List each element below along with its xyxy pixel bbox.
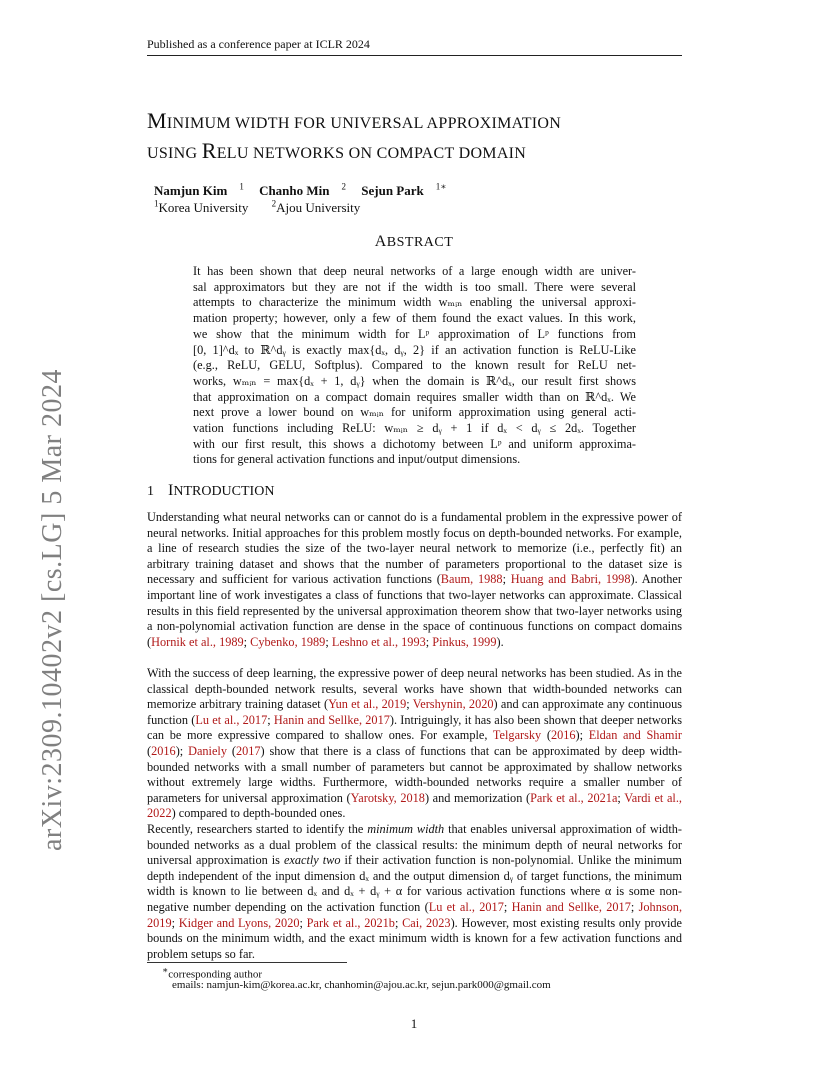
citation-link[interactable]: Yun et al., 2019: [328, 697, 407, 712]
footnote-emails: emails: namjun-kim@korea.ac.kr, chanhomin@ajou.ac.kr, sejun.park000@gmail.com: [172, 979, 551, 991]
citation-link[interactable]: Yarotsky, 2018: [350, 790, 425, 805]
authors: [154, 182, 458, 199]
paragraph-text: ;: [243, 634, 251, 649]
paragraph-text: ). Another important line of work investigates a class of functions that two-layer networks can approximate. Classical results in this field represented by the universal approximation theorem show that two-layer networks using a non-polynomial activation function are dense in the space of continuous functions on compact domains (: [147, 572, 682, 649]
paragraph-text: ;: [502, 572, 511, 587]
running-header: Published as a conference paper at ICLR 2024: [147, 37, 370, 51]
paragraph-text: ;: [299, 915, 307, 930]
paragraph-text: (: [541, 728, 551, 743]
citation-link[interactable]: Kidger and Lyons, 2020: [178, 915, 300, 930]
paragraph-text: ;: [617, 790, 625, 805]
paragraph: [147, 510, 682, 650]
citation-link[interactable]: Vershynin, 2020: [412, 697, 494, 712]
citation-link[interactable]: 2017: [235, 743, 261, 758]
affiliation: $^1$Korea University: [154, 199, 249, 216]
paragraph-text: ;: [394, 915, 403, 930]
citation-link[interactable]: Baum, 1988: [440, 572, 503, 587]
citation-link[interactable]: Johnson, 2019: [147, 899, 683, 930]
paragraph-text: ;: [171, 915, 179, 930]
paragraph-text: ).: [496, 634, 504, 649]
abstract-line: attempts to characterize the minimum width wₘᵢₙ enabling the universal approxi-: [193, 295, 636, 310]
footnote: ∗corresponding author: [162, 965, 263, 981]
abstract-heading: ABSTRACT: [374, 233, 454, 250]
abstract-line: sal approximators but they are not if the width is too small. There were several: [193, 279, 636, 294]
citation-link[interactable]: Hornik et al., 1989: [151, 634, 244, 649]
abstract-line: [0, 1]^dₓ to ℝ^dᵧ is exactly max{dₓ, dᵧ, 2} if an activation function is ReLU-Like: [193, 342, 636, 357]
paragraph: [147, 666, 682, 822]
author: Chanho Min $^2$: [259, 182, 347, 199]
citation-link[interactable]: Pinkus, 1999: [432, 634, 497, 649]
abstract-line: (e.g., ReLU, GELU, Softplus). Compared to the known result for ReLU net-: [193, 358, 636, 373]
paragraph-text: With the success of deep learning, the expressive power of deep neural networks has been studied. As in the classical depth-bounded network results, several works have shown that width-bounded networks can memorize arbitrary training dataset (: [147, 666, 682, 712]
paragraph-text: ;: [406, 697, 413, 712]
paper-title: [147, 107, 707, 167]
citation-link[interactable]: Cai, 2023: [402, 915, 451, 930]
abstract-body: [193, 264, 636, 468]
abstract-line: with our first result, this shows a dichotomy between Lᵖ and uniform approxima-: [193, 436, 636, 451]
emphasis: minimum width: [367, 822, 445, 836]
affiliations: [154, 199, 380, 216]
abstract-line: tions for general activation functions and input/output dimensions.: [193, 452, 521, 467]
paragraph-text: that enables universal approximation of width-bounded networks as a dual problem of the classical results: the minimum depth of neural networks for universal approximation is: [147, 822, 682, 868]
paragraph-text: );: [175, 743, 189, 758]
citation-link[interactable]: 2016: [151, 743, 176, 758]
arxiv-identifier: arXiv:2309.10402v2 [cs.LG] 5 Mar 2024: [37, 369, 68, 851]
title-line-1: MINIMUM WIDTH FOR UNIVERSAL APPROXIMATION: [147, 108, 562, 133]
section-heading: 1 INTRODUCTION: [147, 482, 275, 499]
paragraph-text: ). However, most existing results only provide bounds on the minimum width, and the exact minimum width is known for a few activation functions and problem setups so far.: [147, 915, 683, 961]
citation-link[interactable]: 2016: [550, 728, 576, 743]
header-rule: [147, 55, 682, 56]
abstract-line: next prove a lower bound on wₘᵢₙ for uniform approximation using general acti-: [193, 405, 636, 420]
paragraph-text: ) show that there is a class of functions that can be approximated by deep width-bounded networks with a small number of parameters but cannot be approximated by shallow networks without extremely large widths. Furthermore, width-bounded networks require a smaller number of parameters for universal approximation (: [147, 743, 683, 805]
paragraph-text: if their activation function is non-polynomial. Unlike the minimum depth independent of the input dimension dₓ and the output dimension dᵧ of target functions, the minimum width is known to lie between dₓ and dₓ + dᵧ + α for various activation functions where α is some non-negative number depending on the activation function (: [147, 853, 682, 914]
citation-link[interactable]: Lu et al., 2017: [195, 712, 268, 727]
abstract-line: vation functions including ReLU: wₘᵢₙ ≥ dᵧ + 1 if dₓ < dᵧ ≤ 2dₓ. Together: [193, 421, 636, 436]
citation-link[interactable]: Leshno et al., 1993: [331, 634, 426, 649]
affiliation: $^2$Ajou University: [271, 199, 361, 216]
citation-link[interactable]: Park et al., 2021b: [306, 915, 395, 930]
abstract-line: we show that the minimum width for Lᵖ approximation of Lᵖ functions from: [193, 326, 636, 341]
paragraph-text: ;: [503, 899, 512, 914]
citation-link[interactable]: Lu et al., 2017: [428, 899, 504, 914]
author: Namjun Kim $^1$: [154, 182, 244, 199]
title-line-2: USING RELU NETWORKS ON COMPACT DOMAIN: [147, 138, 527, 163]
citation-link[interactable]: Park et al., 2021a: [530, 790, 618, 805]
paragraph-text: ;: [425, 634, 433, 649]
paragraph-text: ) and memorization (: [424, 790, 531, 805]
abstract-line: works, wₘᵢₙ = max{dₓ + 1, dᵧ} when the domain is ℝ^dₓ, our result first shows: [193, 373, 636, 388]
paragraph-text: ;: [630, 899, 639, 914]
paragraph-text: ;: [325, 634, 332, 649]
citation-link[interactable]: Hanin and Sellke, 2017: [511, 899, 631, 914]
emphasis: exactly two: [283, 853, 341, 868]
paragraph-text: ;: [267, 712, 274, 727]
paragraph-text: ). Intriguingly, it has also been shown that deeper networks can be more expressive compared to shallow ones. For example,: [147, 712, 682, 743]
abstract-line: mation property; however, only a few of them found the exact values. In this work,: [193, 311, 636, 326]
paragraph-text: ) compared to depth-bounded ones.: [171, 806, 346, 821]
abstract-line: It has been shown that deep neural networks of a large enough width are univer-: [193, 264, 636, 278]
paragraph-text: (: [147, 743, 152, 758]
citation-link[interactable]: Vardi et al., 2022: [147, 790, 682, 821]
citation-link[interactable]: Eldan and Shamir: [588, 728, 682, 743]
author: Sejun Park $^{1∗}$: [361, 182, 447, 199]
page-number: 1: [410, 1016, 418, 1031]
abstract-line: that approximation on a compact domain requires smaller width than on ℝ^dₓ. We: [193, 389, 636, 404]
citation-link[interactable]: Hanin and Sellke, 2017: [273, 712, 390, 727]
citation-link[interactable]: Daniely: [188, 743, 227, 758]
paragraph-text: Recently, researchers started to identify the: [147, 822, 368, 836]
citation-link[interactable]: Huang and Babri, 1998: [510, 572, 631, 587]
paragraph-text: (: [227, 743, 236, 758]
footnote-rule: [147, 962, 347, 963]
paragraph: [147, 822, 682, 962]
paragraph-text: );: [575, 728, 589, 743]
citation-link[interactable]: Telgarsky: [492, 728, 542, 743]
paragraph-text: Understanding what neural networks can or cannot do is a fundamental problem in the expressive power of neural networks. Initial approaches for this problem mostly focus on depth-bounded networks. For example, a line of research studies the size of the two-layer neural network to memorize (i.e., perfectly fit) an arbitrary training dataset and shows that the number of parameters proportional to the dataset size is necessary and sufficient for various activation functions (: [147, 510, 682, 587]
citation-link[interactable]: Cybenko, 1989: [250, 634, 326, 649]
paragraph-text: ) and can approximate any continuous function (: [147, 697, 683, 727]
